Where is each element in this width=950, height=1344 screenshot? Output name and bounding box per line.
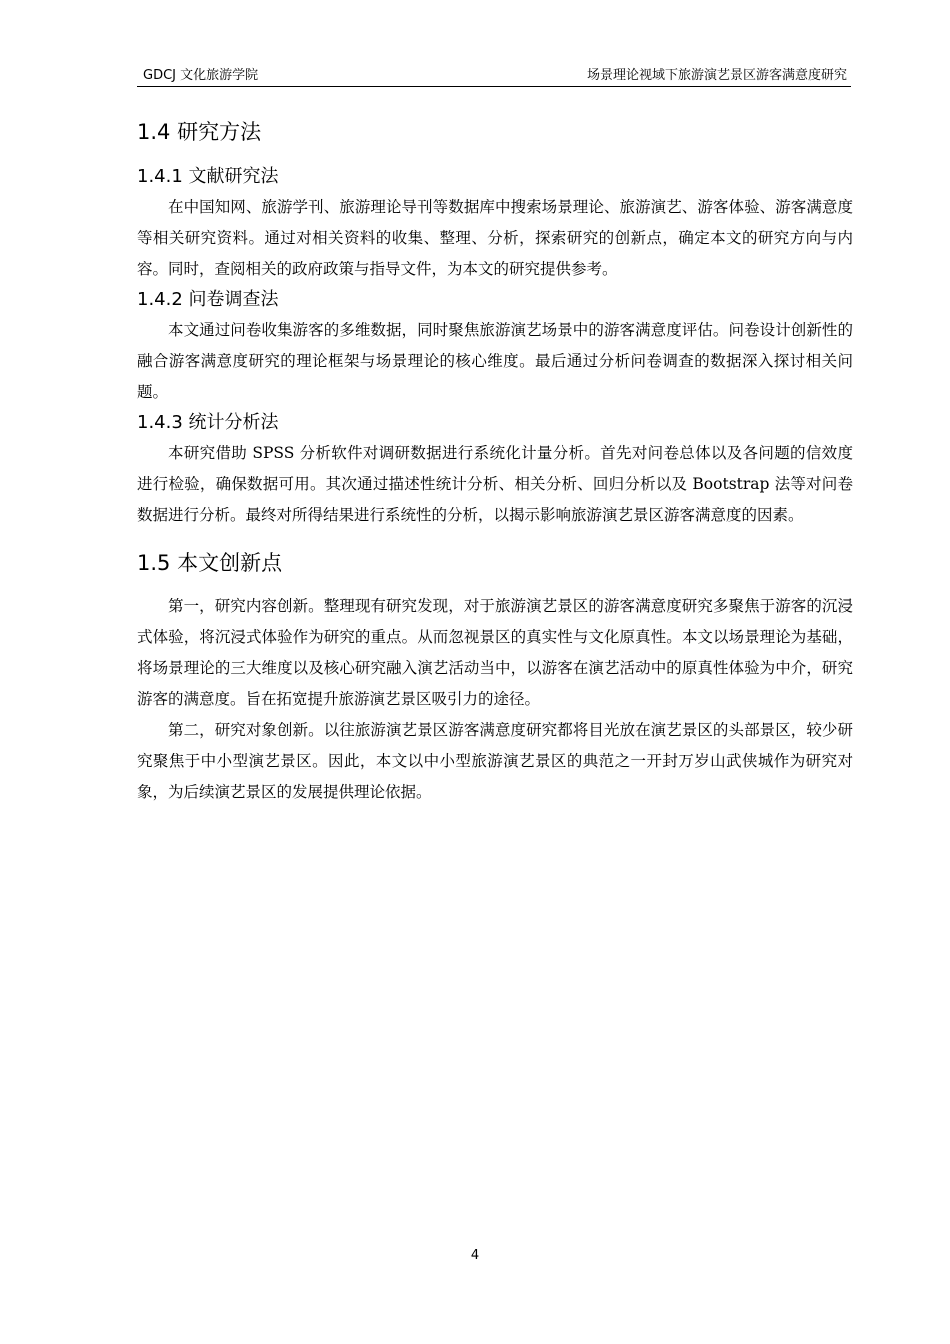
section-heading-1-4-3: 1.4.3 统计分析法 (137, 412, 279, 433)
section-heading-1-5: 1.5 本文创新点 (137, 551, 283, 575)
section-heading-1-4: 1.4 研究方法 (137, 120, 262, 144)
paragraph-innovation-object: 第二，研究对象创新。以往旅游演艺景区游客满意度研究都将目光放在演艺景区的头部景区，较少研究聚焦于中小型演艺景区。因此，本文以中小型旅游演艺景区的典范之一开封万岁山武侠城作为研究对象，为后续演艺景区的发展提供理论依据。 (137, 721, 853, 801)
section-heading-1-4-1: 1.4.1 文献研究法 (137, 166, 279, 187)
page-content (137, 114, 853, 808)
header-institution: GDCJ 文化旅游学院 (143, 68, 259, 83)
page-header (137, 66, 851, 87)
paragraph-literature-method: 在中国知网、旅游学刊、旅游理论导刊等数据库中搜索场景理论、旅游演艺、游客体验、游客满意度等相关研究资料。通过对相关资料的收集、整理、分析，探索研究的创新点，确定本文的研究方向与内容。同时，查阅相关的政府政策与指导文件，为本文的研究提供参考。 (137, 198, 853, 278)
page-number: 4 (470, 1248, 480, 1263)
section-heading-1-4-2: 1.4.2 问卷调查法 (137, 289, 279, 310)
paragraph-statistical-method: 本研究借助 SPSS 分析软件对调研数据进行系统化计量分析。首先对问卷总体以及各问题的信效度进行检验，确保数据可用。其次通过描述性统计分析、相关分析、回归分析以及 Bootstrap 法等对问卷数据进行分析。最终对所得结果进行系统性的分析，以揭示影响旅游演艺景区游客满意度的因素。 (137, 444, 853, 524)
paragraph-innovation-content: 第一，研究内容创新。整理现有研究发现，对于旅游演艺景区的游客满意度研究多聚焦于游客的沉浸式体验，将沉浸式体验作为研究的重点。从而忽视景区的真实性与文化原真性。本文以场景理论为基础，将场景理论的三大维度以及核心研究融入演艺活动当中，以游客在演艺活动中的原真性体验为中介，研究游客的满意度。旨在拓宽提升旅游演艺景区吸引力的途径。 (137, 597, 853, 708)
header-thesis-title: 场景理论视域下旅游演艺景区游客满意度研究 (586, 68, 847, 83)
paragraph-questionnaire-method: 本文通过问卷收集游客的多维数据，同时聚焦旅游演艺场景中的游客满意度评估。问卷设计创新性的融合游客满意度研究的理论框架与场景理论的核心维度。最后通过分析问卷调查的数据深入探讨相关问题。 (137, 321, 853, 401)
